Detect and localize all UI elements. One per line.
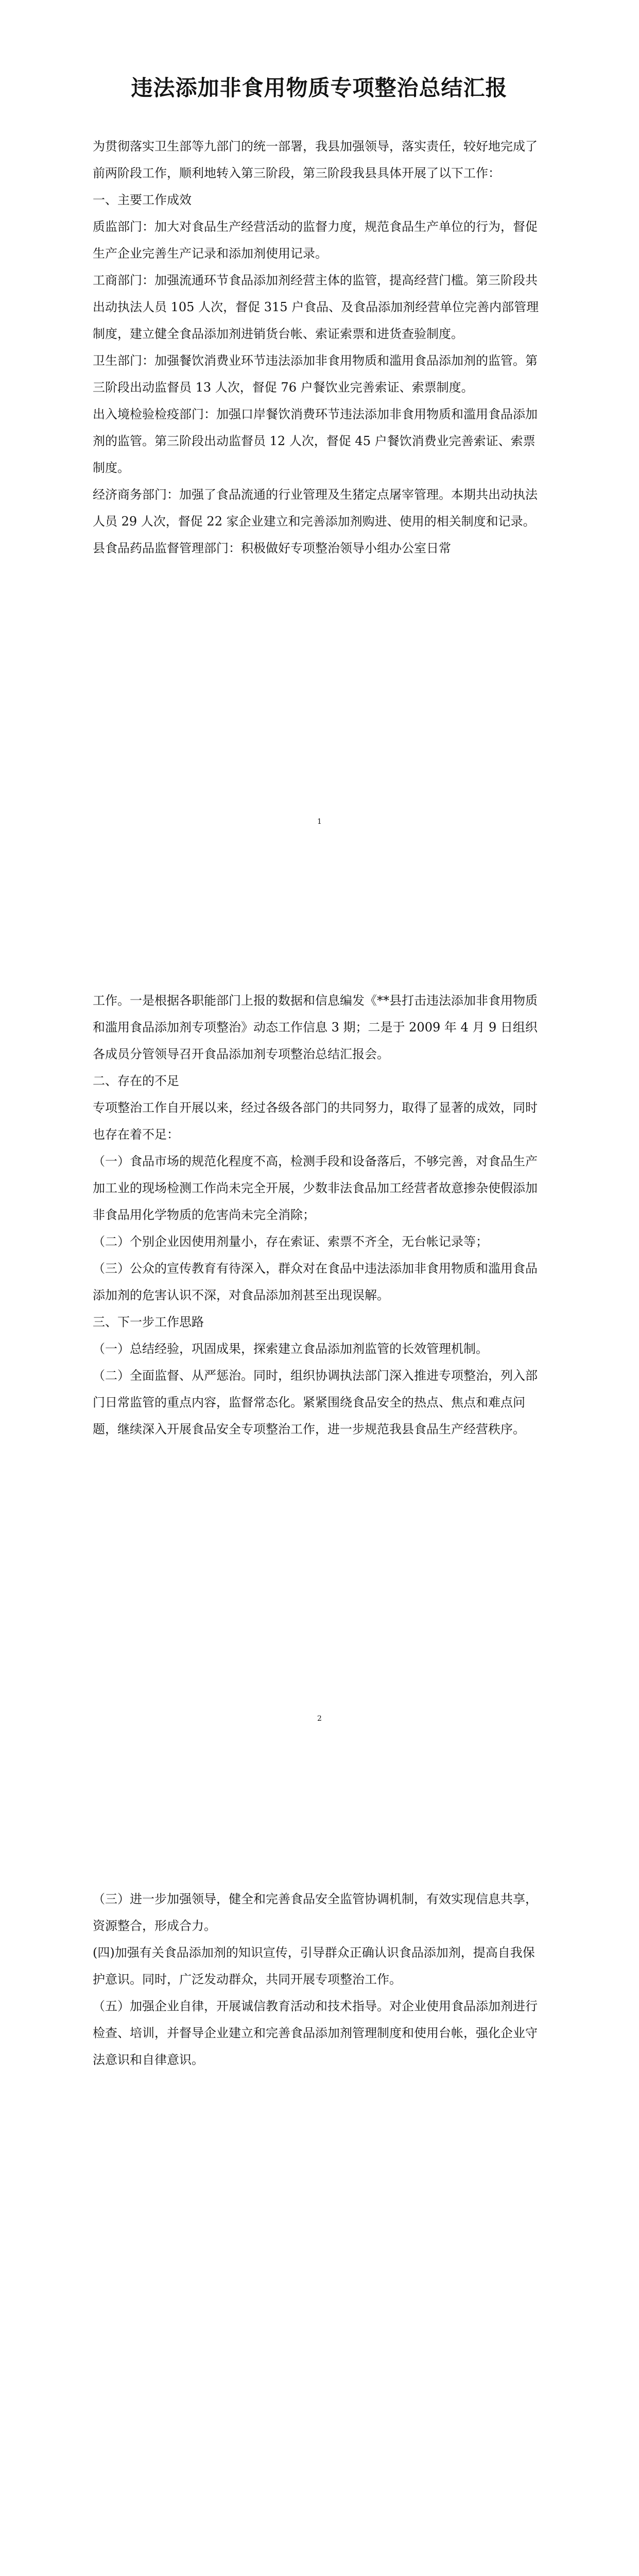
paragraph: 工商部门：加强流通环节食品添加剂经营主体的监管，提高经营门槛。第三阶段共出动执法人员 105 人次，督促 315 户食品、及食品添加剂经营单位完善内部管理制度，建立健全食品添加剂进销货台帐、索证索票和进货查验制度。 [93,273,539,341]
paragraph: （二）个别企业因使用剂量小，存在索证、索票不齐全，无台帐记录等； [93,1234,488,1249]
section-heading: 三、下一步工作思路 [93,1315,204,1329]
paragraph: 为贯彻落实卫生部等九部门的统一部署，我县加强领导，落实责任，较好地完成了前两阶段工作，顺利地转入第三阶段，第三阶段我县具体开展了以下工作： [93,139,538,180]
section-heading: 一、主要工作成效 [93,193,192,207]
page-1-content [93,71,546,562]
document-title: 违法添加非食用物质专项整治总结汇报 [131,75,508,100]
paragraph: （三）进一步加强领导，健全和完善食品安全监管协调机制，有效实现信息共享，资源整合，形成合力。 [93,1892,538,1933]
page-2-content [93,987,546,1443]
paragraph: （一）总结经验，巩固成果，探索建立食品添加剂监管的长效管理机制。 [93,1342,488,1356]
paragraph: 工作。一是根据各职能部门上报的数据和信息编发《**县打击违法添加非食用物质和滥用食品添加剂专项整治》动态工作信息 3 期；二是于 2009 年 4 月 9 日组织各成员分管领导召开食品添加剂专项整治总结汇报会。 [93,993,538,1061]
document-page-2 [0,904,639,1807]
paragraph: 县食品药品监督管理部门：积极做好专项整治领导小组办公室日常 [93,541,451,555]
paragraph: （三）公众的宣传教育有待深入，群众对在食品中违法添加非食用物质和滥用食品添加剂的危害认识不深，对食品添加剂甚至出现误解。 [93,1261,538,1302]
page-number: 1 [317,818,322,826]
paragraph: (四)加强有关食品添加剂的知识宣传，引导群众正确认识食品添加剂，提高自我保护意识。同时，广泛发动群众，共同开展专项整治工作。 [93,1945,535,1987]
paragraph: 经济商务部门：加强了食品流通的行业管理及生猪定点屠宰管理。本期共出动执法人员 29 人次，督促 22 家企业建立和完善添加剂购进、使用的相关制度和记录。 [93,487,538,529]
paragraph: 质监部门：加大对食品生产经营活动的监督力度，规范食品生产单位的行为，督促生产企业完善生产记录和添加剂使用记录。 [93,219,538,261]
section-heading: 二、存在的不足 [93,1074,179,1088]
paragraph: 专项整治工作自开展以来，经过各级各部门的共同努力，取得了显著的成效，同时也存在着不足： [93,1100,538,1142]
paragraph: （五）加强企业自律，开展诚信教育活动和技术指导。对企业使用食品添加剂进行检查、培训，并督导企业建立和完善食品添加剂管理制度和使用台帐，强化企业守法意识和自律意识。 [93,1999,538,2067]
paragraph: （二）全面监督、从严惩治。同时，组织协调执法部门深入推进专项整治，列入部门日常监管的重点内容，监督常态化。紧紧围绕食品安全的热点、焦点和难点问题，继续深入开展食品安全专项整治工作，进一步规范我县食品生产经营秩序。 [93,1368,538,1436]
paragraph: 出入境检验检疫部门：加强口岸餐饮消费环节违法添加非食用物质和滥用食品添加剂的监管。第三阶段出动监督员 12 人次，督促 45 户餐饮消费业完善索证、索票制度。 [93,407,538,475]
paragraph: （一）食品市场的规范化程度不高，检测手段和设备落后，不够完善，对食品生产加工业的现场检测工作尚未完全开展，少数非法食品加工经营者故意掺杂使假添加非食品用化学物质的危害尚未完全消除； [93,1154,538,1222]
page-number: 2 [317,1715,322,1723]
paragraph: 卫生部门：加强餐饮消费业环节违法添加非食用物质和滥用食品添加剂的监管。第三阶段出动监督员 13 人次，督促 76 户餐饮业完善索证、索票制度。 [93,353,538,395]
document-page-3 [0,1807,639,2576]
page-3-content [93,1886,546,2073]
document-page-1 [0,0,639,903]
